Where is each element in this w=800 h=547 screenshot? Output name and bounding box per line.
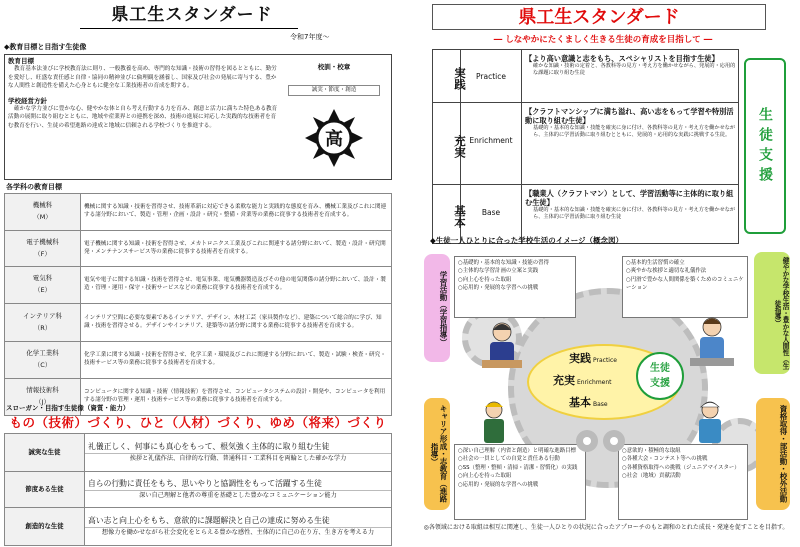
- dept-code: （J）: [35, 398, 50, 406]
- dept-row-chemical: [5, 342, 392, 379]
- dept-name: インテリア科: [23, 311, 62, 320]
- study-items: [454, 256, 576, 318]
- dept-name: 情報技術科: [26, 386, 59, 395]
- goals-heading: ◆教育目標と目指す生徒像: [4, 43, 87, 51]
- ideal-line2: 深い自己理解と他者の尊重を基礎とした豊かなコミュニケーション能力: [139, 492, 337, 500]
- level-head: 【より高い意識と志をもち、スペシャリストを目指す生徒】: [525, 54, 719, 63]
- level-desc: [522, 187, 739, 224]
- motto-label: 校訓・校章: [317, 63, 351, 71]
- edu-goal-label: 教育目標: [8, 57, 34, 65]
- title-underline: [80, 28, 298, 29]
- policy-label: 学校経営方針: [8, 96, 47, 105]
- center-line-practice: 実践 Practice: [569, 352, 617, 365]
- gear-icon: [572, 426, 632, 456]
- list-item: ○基礎的・基本的な知識・技能の習得: [458, 260, 549, 266]
- list-item: ○主体的な学習計画の立案と実践: [458, 268, 539, 275]
- edu-goal: [8, 57, 278, 130]
- dept-text: 電子機械に関する知識・技術を習得させ、メカトロニクス工業及びこれに関連する諸分野において、製造・設計・研究開発・メンテナンスサービス等の業務に従事する技術者を育成する。: [81, 231, 392, 267]
- right-subtitle: ― しなやかにたくましく生きる生徒の育成を目指して ―: [493, 35, 713, 45]
- list-item: ○SS（整理・整頓・清掃・清潔・習慣化）の実践: [458, 464, 578, 471]
- tab-life: 健やかな学校生活・豊かな人間性（生徒指導）: [754, 252, 790, 374]
- dept-row-mechatronics: [5, 231, 392, 267]
- list-item: ○深い自己理解（内省と創造）と明確な進路目標: [458, 448, 576, 454]
- dept-name: 電子機械科: [26, 237, 59, 246]
- level-kanji: 実践: [453, 66, 467, 90]
- list-item: ○社会の一員としての自覚と責任ある行動: [458, 456, 560, 463]
- list-item: ○向上心を持った取組: [458, 276, 512, 283]
- dept-row-mechanical: [5, 194, 392, 231]
- student-illustration-icon: [478, 320, 526, 372]
- edu-goal-text: 教育基本法並びに学校教育法に則り、一般教養を高め、専門的な知識・技術の習得を図るとともに、勤労を愛好し、旺盛な責任感と自律・協同の精神並びに倫理観を涵養し、国家及び社会の発展に寄与する、豊かな人間性と創造性を備えた心身ともに健全な工業技術者の育成を期する。: [8, 66, 277, 90]
- left-panel: [2, 0, 394, 547]
- ideal-row: [5, 434, 392, 472]
- dept-code: （R）: [33, 323, 52, 332]
- dept-code: （E）: [33, 286, 52, 294]
- standard-levels: [432, 49, 739, 244]
- dept-text: 電気や電子に関する知識・技術を習得させ、電気事業、電気機器製造及びその他の電気関係の諸分野において、設計・製造・管理・運用・保守・技術サービスなどの業務に従事する技術者を育成する。: [81, 267, 392, 304]
- dept-text: 化学工業に関する知識・技術を習得させ、化学工業・環境及びこれに関連する分野において、製造・試験・検査・研究・技術サービス等の業務に従事する技術者を育成する。: [81, 342, 392, 379]
- level-head: 【職業人（クラフトマン）として、学習活動等に主体的に取り組む生徒】: [525, 189, 734, 207]
- dept-name: 電気科: [32, 274, 53, 283]
- list-item: ○各種大会・コンテスト等への挑戦: [622, 456, 708, 463]
- list-item: ○爽やかな挨拶と適切な礼儀作法: [626, 268, 707, 275]
- school-emblem-icon: [303, 107, 365, 169]
- list-item: ○応用的・発展的な学習への挑戦: [458, 285, 539, 292]
- level-kanji: 基本: [453, 204, 467, 228]
- slogan: もの（技術）づくり、ひと（人材）づくり、ゆめ（将来）づくり: [9, 415, 387, 430]
- goals-box: [4, 54, 392, 180]
- level-detail: 基礎的・基本的な知識・技能を確実に身に付け、各教科等の見方・考え方を働かせながら、主体的に学習活動に取り組む生徒: [533, 207, 736, 221]
- tab-study: 学習活動（学習指導）: [424, 254, 450, 362]
- level-detail: 確かな知識・技術の定着と、各教科等の見方・考え方を働かせながら、発展的・応用的な課題に取り組む生徒: [533, 63, 736, 77]
- svg-text:高: 高: [325, 129, 343, 150]
- right-panel: [404, 0, 798, 547]
- dept-code: （M）: [33, 213, 52, 221]
- level-desc: [522, 52, 739, 80]
- slogan-heading: スローガン・目指す生徒像（資質・能力）: [6, 404, 130, 412]
- student-support-box: [744, 58, 786, 234]
- dept-row-interior: [5, 304, 392, 342]
- dept-table: [4, 193, 392, 416]
- right-title: 県工生スタンダード: [432, 4, 766, 30]
- worker-illustration-icon: [688, 398, 732, 446]
- dept-name: 機械科: [32, 201, 53, 210]
- level-detail: 基礎的・基本的な知識・技能を確実に身に付け、各教科等の見方・考え方を働かせながら、主体的に学習活動に取り組むとともに、発展的・応用的な実践に挑戦する生徒。: [533, 125, 736, 139]
- ideal-line1: 高い志と向上心をもち、意欲的に課題解決と自己の達成に努める生徒: [85, 515, 391, 528]
- worker-illustration-icon: [474, 398, 514, 446]
- dept-name: 化学工業科: [26, 349, 59, 358]
- center-support-circle: [636, 352, 684, 400]
- dept-code: （C）: [33, 361, 52, 369]
- center-support-label: 生徒支援: [650, 363, 670, 389]
- year-label: 令和7年度～: [290, 33, 330, 41]
- tab-license: 資格取得・部活動・校外活動: [756, 398, 790, 510]
- dept-heading: 各学科の教育目標: [6, 183, 62, 191]
- list-item: ○意欲的・積極的な取組: [622, 448, 681, 454]
- student-illustration-icon: [684, 314, 740, 370]
- license-items: [618, 444, 748, 520]
- ideal-row: [5, 472, 392, 508]
- list-item: ○社会（地域）貢献活動: [622, 473, 681, 480]
- level-eng: Base: [481, 208, 501, 217]
- list-item: ○向上心を持った取組: [458, 473, 512, 480]
- list-item: ○基本的生活習慣の確立: [626, 260, 685, 266]
- dept-row-electrical: [5, 267, 392, 304]
- list-item: ○応用的・発展的な学習への挑戦: [458, 481, 539, 488]
- life-items: [622, 256, 748, 318]
- ideal-name: 節度ある生徒: [5, 472, 85, 508]
- career-items: [454, 444, 586, 520]
- dept-text: 機械に関する知識・技術を習得させ、技術革新に対応できる柔軟な能力と実践的な態度を育み、機械工業及びこれに関連する諸分野において、製造・管理・企画・設計・研究・整備・営業等の業務に従事する技術者を育成する。: [81, 194, 392, 231]
- ideal-line2: 想像力を働かせながら社会変化をとらえる豊かな感性、主体的に自己の在り方、生き方を考える力: [101, 529, 375, 537]
- list-item: ○各種資格取得への挑戦（ジュニアマイスター）: [622, 464, 740, 471]
- motto-text: 誠実・節度・創造: [288, 85, 380, 96]
- left-title: 県工生スタンダード: [111, 5, 273, 25]
- center-line-base: 基本 Base: [569, 396, 608, 409]
- student-support-label: 生徒支援: [757, 107, 773, 187]
- tab-career: キャリア形成・志教育（進路指導）: [424, 398, 450, 510]
- ideal-line2: 挨拶と礼儀作法、自律的な行動、普通科目・工業科目を両輪とした確かな学力: [129, 455, 347, 463]
- center-line-enrichment: 充実 Enrichment: [553, 374, 612, 387]
- footer-note: ◎各領域における取組は相互に関連し、生徒一人ひとりの状況に合ったアプローチのもと調和のとれた成長・発達を促すことを目指す。: [423, 524, 789, 531]
- list-item: ○円滑で豊かな人間関係を築くためのコミュニケーション: [626, 276, 744, 292]
- ideal-row: [5, 508, 392, 546]
- level-eng: Practice: [476, 72, 506, 81]
- ideal-line1: 礼儀正しく、何事にも真心をもって、根気強く主体的に取り組む生徒: [85, 441, 391, 454]
- dept-text: インテリア空間に必要な要素であるインテリア、デザイン、木材工芸（家具製作など）、建築について総合的に学び、知識・技術を習得させる。デザインやインテリア、建築等の諸分野に関する業務に従事する技術者を育成する。: [81, 304, 392, 342]
- level-eng: Enrichment: [469, 136, 513, 145]
- level-kanji: 充実: [453, 134, 467, 158]
- ideal-name: 誠実な生徒: [5, 434, 85, 472]
- level-head: 【クラフトマンシップに満ち溢れ、高い志をもって学習や特別活動に取り組む生徒】: [525, 107, 734, 125]
- image-heading: ◆生徒一人ひとりに合った学校生活のイメージ（概念図）: [430, 236, 624, 245]
- ideal-line1: 自らの行動に責任をもち、思いやりと協調性をもって活躍する生徒: [85, 478, 391, 491]
- dept-text: コンピュータに関する知識・技術（情報技術）を習得させ、コンピュータシステムの設計・開発や、コンピュータを利用する諸分野の管理・運用・技術サービス等の業務に従事する技術者を育成する。: [81, 379, 392, 416]
- policy-text: 確かな学力並びに豊かな心、健やかな体と自ら考え行動する力を育み、創意と活力に満ちた特色ある教育活動の展開に取り組むとともに、地域や産業界との連携を深め、技術の進展に対応した実践的な技術者を育む教育を行い、生徒の希望進路の達成と地域に信頼される学校づくりを推進する。: [8, 106, 278, 129]
- concept-diagram: [422, 248, 792, 544]
- level-desc: [522, 105, 739, 142]
- ideal-name: 創造的な生徒: [5, 508, 85, 546]
- ideals-table: [4, 433, 392, 546]
- dept-code: （F）: [34, 249, 51, 258]
